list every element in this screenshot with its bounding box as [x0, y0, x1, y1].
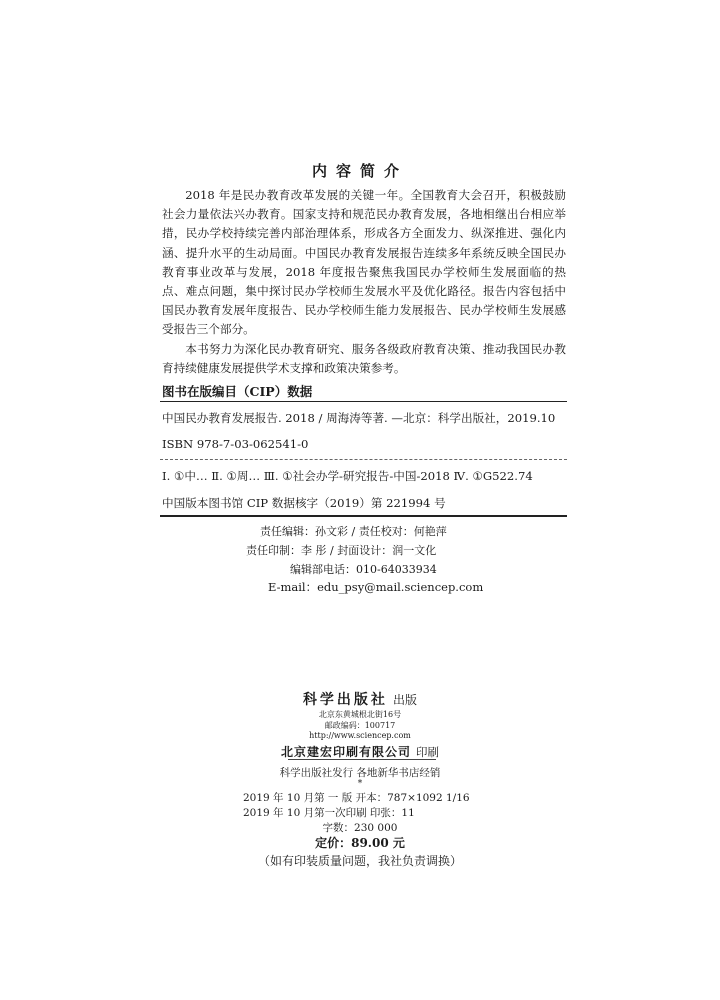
- publisher-line: [0, 689, 720, 709]
- cip-rule-bottom: [160, 515, 567, 517]
- cip-citation: 中国民办教育发展报告. 2018 / 周海涛等著. —北京：科学出版社，2019.10: [162, 411, 556, 425]
- publisher-website: http://www.sciencep.com: [309, 731, 411, 740]
- publisher-suffix: 出版: [393, 693, 418, 707]
- publisher-postcode: 邮政编码：100717: [324, 721, 396, 730]
- distribution: 科学出版社发行 各地新华书店经销: [279, 767, 441, 779]
- edition-info: 2019 年 10 月第 一 版 开本：787×1092 1/16: [243, 792, 470, 804]
- summary-body: [162, 186, 566, 378]
- star-divider: *: [357, 779, 363, 789]
- cip-isbn: ISBN 978-7-03-062541-0: [162, 437, 309, 451]
- printer-suffix: 印刷: [416, 745, 440, 759]
- price: 定价：89.00 元: [315, 836, 405, 850]
- cip-subjects: Ⅰ. ①中… Ⅱ. ①周… Ⅲ. ①社会办学-研究报告-中国-2018 Ⅳ. ①G522.74: [162, 469, 533, 483]
- printer-rule: [288, 759, 436, 760]
- cip-rule-top: [160, 401, 567, 402]
- summary-title: 内容简介: [311, 162, 408, 180]
- staff-editors: 责任编辑：孙文彩 / 责任校对：何艳萍: [260, 525, 447, 538]
- staff-phone: 编辑部电话：010-64033934: [290, 563, 437, 576]
- summary-paragraph: 2018 年是民办教育改革发展的关键一年。全国教育大会召开，积极鼓励社会力量依法兴办教育。国家支持和规范民办教育发展，各地相继出台相应举措，民办学校持续完善内部治理体系，形成各方全面发力、纵深推进、强化内涵、提升水平的生动局面。中国民办教育发展报告连续多年系统反映全国民办教育事业改革与发展，2018 年度报告聚焦我国民办学校师生发展面临的热点、难点问题，集中探讨民办学校师生发展水平及优化路径。报告内容包括中国民办教育发展年度报告、民办学校师生能力发展报告、民办学校师生发展感受报告三个部分。: [162, 188, 566, 337]
- quality-notice: （如有印装质量问题，我社负责调换）: [257, 854, 462, 868]
- cip-rule-dashed: [160, 459, 567, 460]
- summary-paragraph: 本书努力为深化民办教育研究、服务各级政府教育决策、推动我国民办教育持续健康发展提供学术支撑和政策决策参考。: [162, 341, 566, 375]
- cip-record: 中国版本图书馆 CIP 数据核字（2019）第 221994 号: [162, 496, 446, 510]
- staff-email: E-mail：edu_psy@mail.sciencep.com: [268, 580, 484, 594]
- publisher-address: 北京东黄城根北街16号: [318, 710, 402, 719]
- publisher-logo-text: 科学出版社: [302, 692, 388, 708]
- printing-info: 2019 年 10 月第一次印刷 印张：11: [243, 807, 415, 819]
- printer-line: [0, 741, 720, 760]
- word-count: 字数：230 000: [322, 822, 398, 834]
- cip-heading: 图书在版编目（CIP）数据: [162, 384, 313, 399]
- printer-name: 北京建宏印刷有限公司: [280, 745, 411, 759]
- staff-production: 责任印制：李 彤 / 封面设计：润一文化: [246, 544, 437, 557]
